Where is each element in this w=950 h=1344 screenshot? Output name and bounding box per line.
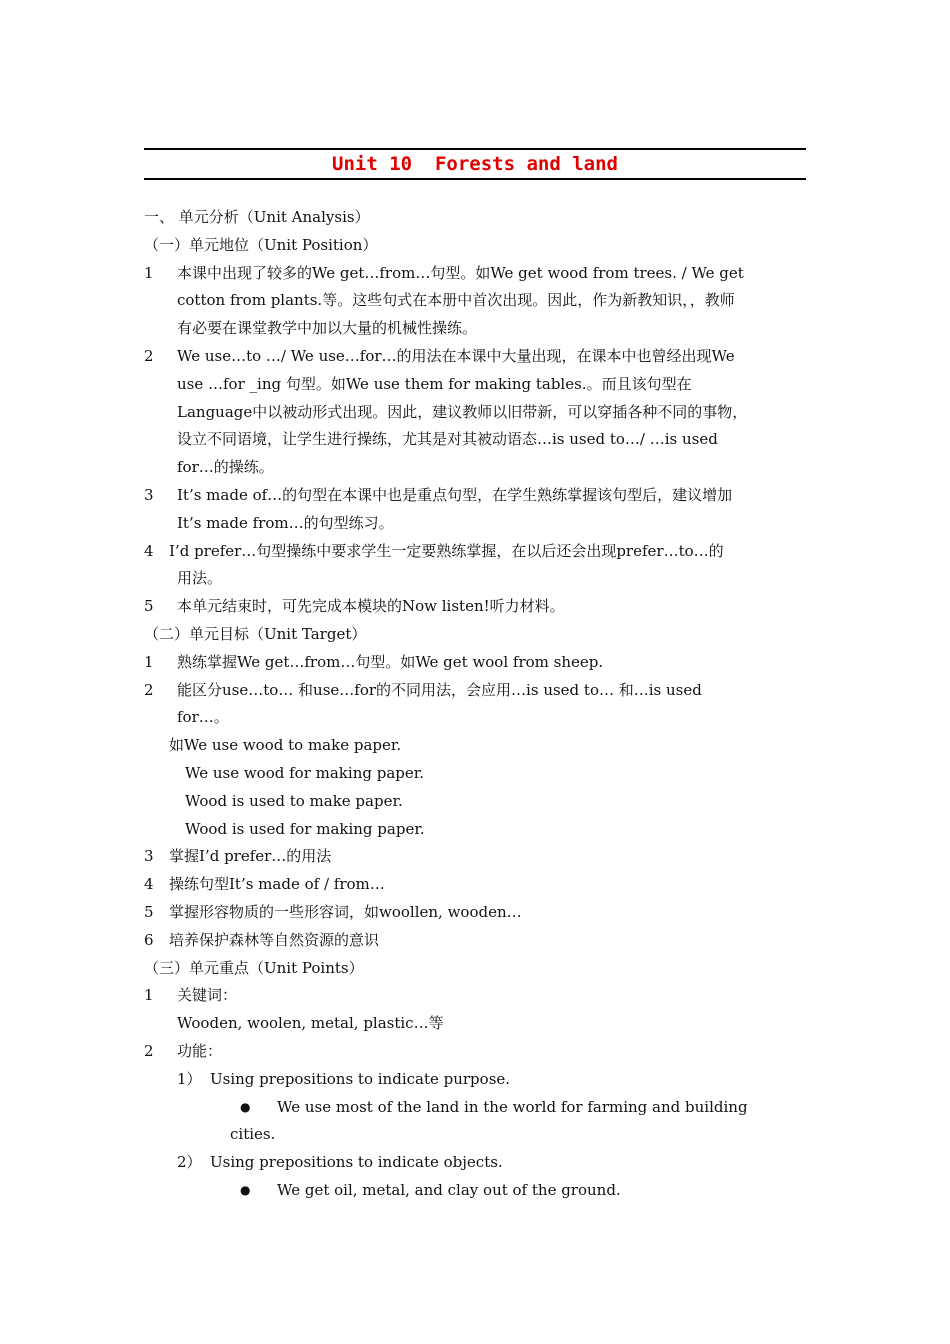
text-line: It’s made from…的句型练习。: [177, 513, 394, 532]
list-item: [144, 593, 806, 621]
subsection-heading: （二）单元目标（Unit Target）: [144, 624, 367, 643]
bullet-item: [144, 1094, 806, 1122]
example-line: We use wood for making paper.: [185, 763, 425, 782]
section-heading: 一、 单元分析（Unit Analysis）: [144, 208, 370, 226]
text-line: 掌握形容物质的一些形容词，如woollen, wooden…: [169, 902, 522, 921]
bullet-icon: ●: [240, 1099, 251, 1114]
list-number: 5: [144, 902, 154, 921]
list-item: [144, 649, 806, 677]
list-number: 3: [144, 847, 154, 866]
list-number: 2: [144, 346, 154, 365]
text-line: 功能：: [177, 1041, 223, 1060]
subsection-heading: （三）单元重点（Unit Points）: [144, 958, 364, 977]
list-number: 1: [144, 652, 154, 671]
bullet-item: [144, 1177, 806, 1205]
list-number: 4: [144, 541, 154, 560]
list-item: [144, 982, 806, 1010]
list-number: 6: [144, 930, 154, 949]
text-line: 熟练掌握We get…from…句型。如We get wool from sheep.: [177, 652, 604, 671]
text-line: 能区分use…to… 和use…for的不同用法，会应用…is used to… 和…is used: [177, 680, 702, 699]
text-line: use …for _ing 句型。如We use them for making tables.。而且该句型在: [177, 374, 692, 393]
text-line: 操练句型It’s made of / from…: [169, 875, 385, 894]
text-line: cotton from plants.等。这些句式在本册中首次出现。因此，作为新教知识，，教师: [177, 291, 735, 310]
document-body: [144, 204, 806, 1205]
list-item: [144, 843, 806, 871]
text-line: We get oil, metal, and clay out of the ground.: [277, 1180, 621, 1199]
text-line: 本课中出现了较多的We get…from…句型。如We get wood from trees. / We get: [177, 263, 744, 282]
text-line: 掌握I’d prefer…的用法: [169, 847, 332, 866]
bullet-icon: ●: [240, 1182, 251, 1197]
example-line: 如We use wood to make paper.: [169, 736, 402, 755]
text-line: 培养保护森林等自然资源的意识: [169, 930, 380, 949]
text-line: for…。: [177, 708, 229, 727]
list-number: 2: [144, 1041, 154, 1060]
list-item: [144, 1038, 806, 1066]
list-item: [144, 927, 806, 955]
text-line: We use most of the land in the world for farming and building: [277, 1097, 748, 1116]
list-item: [144, 899, 806, 927]
text-line: Using prepositions to indicate purpose.: [210, 1069, 511, 1088]
list-item: [144, 260, 806, 343]
function-item: [144, 1149, 806, 1177]
list-number: 1: [144, 263, 154, 282]
function-item: [144, 1066, 806, 1094]
function-number: 2）: [177, 1153, 202, 1172]
text-line: 关键词：: [177, 986, 238, 1005]
list-item: [144, 538, 806, 594]
text-line: for…的操练。: [177, 458, 274, 477]
text-line: 本单元结束时，可先完成本模块的Now listen!听力材料。: [177, 597, 565, 616]
list-number: 4: [144, 875, 154, 894]
function-number: 1）: [177, 1069, 202, 1088]
list-item: [144, 871, 806, 899]
page-title: Unit 10 Forests and land: [332, 153, 618, 175]
list-item: [144, 677, 806, 733]
list-number: 2: [144, 680, 154, 699]
text-line: 设立不同语境，让学生进行操练，尤其是对其被动语态…is used to…/ …is used: [177, 430, 718, 449]
text-line: cities.: [230, 1125, 276, 1144]
text-line: Language中以被动形式出现。因此，建议教师以旧带新，可以穿插各种不同的事物，: [177, 402, 748, 421]
list-item: [144, 482, 806, 538]
text-line: 用法。: [177, 569, 223, 588]
text-line: I’d prefer…句型操练中要求学生一定要熟练掌握，在以后还会出现prefer…to…的: [169, 541, 724, 560]
subsection-heading: （一）单元地位（Unit Position）: [144, 235, 378, 254]
text-line: We use…to …/ We use…for…的用法在本课中大量出现，在课本中也曾经出现We: [177, 346, 735, 365]
list-item: [144, 343, 806, 482]
list-number: 3: [144, 485, 154, 504]
keyword-line: Wooden, woolen, metal, plastic…等: [177, 1014, 444, 1033]
text-line: Using prepositions to indicate objects.: [210, 1153, 503, 1172]
text-line: 有必要在课堂教学中加以大量的机械性操练。: [177, 319, 478, 338]
title-bar: [144, 148, 806, 180]
text-line: It’s made of…的句型在本课中也是重点句型，在学生熟练掌握该句型后，建议增加: [177, 485, 733, 504]
example-line: Wood is used to make paper.: [185, 791, 403, 810]
example-line: Wood is used for making paper.: [185, 819, 425, 838]
list-number: 5: [144, 597, 154, 616]
list-number: 1: [144, 986, 154, 1005]
